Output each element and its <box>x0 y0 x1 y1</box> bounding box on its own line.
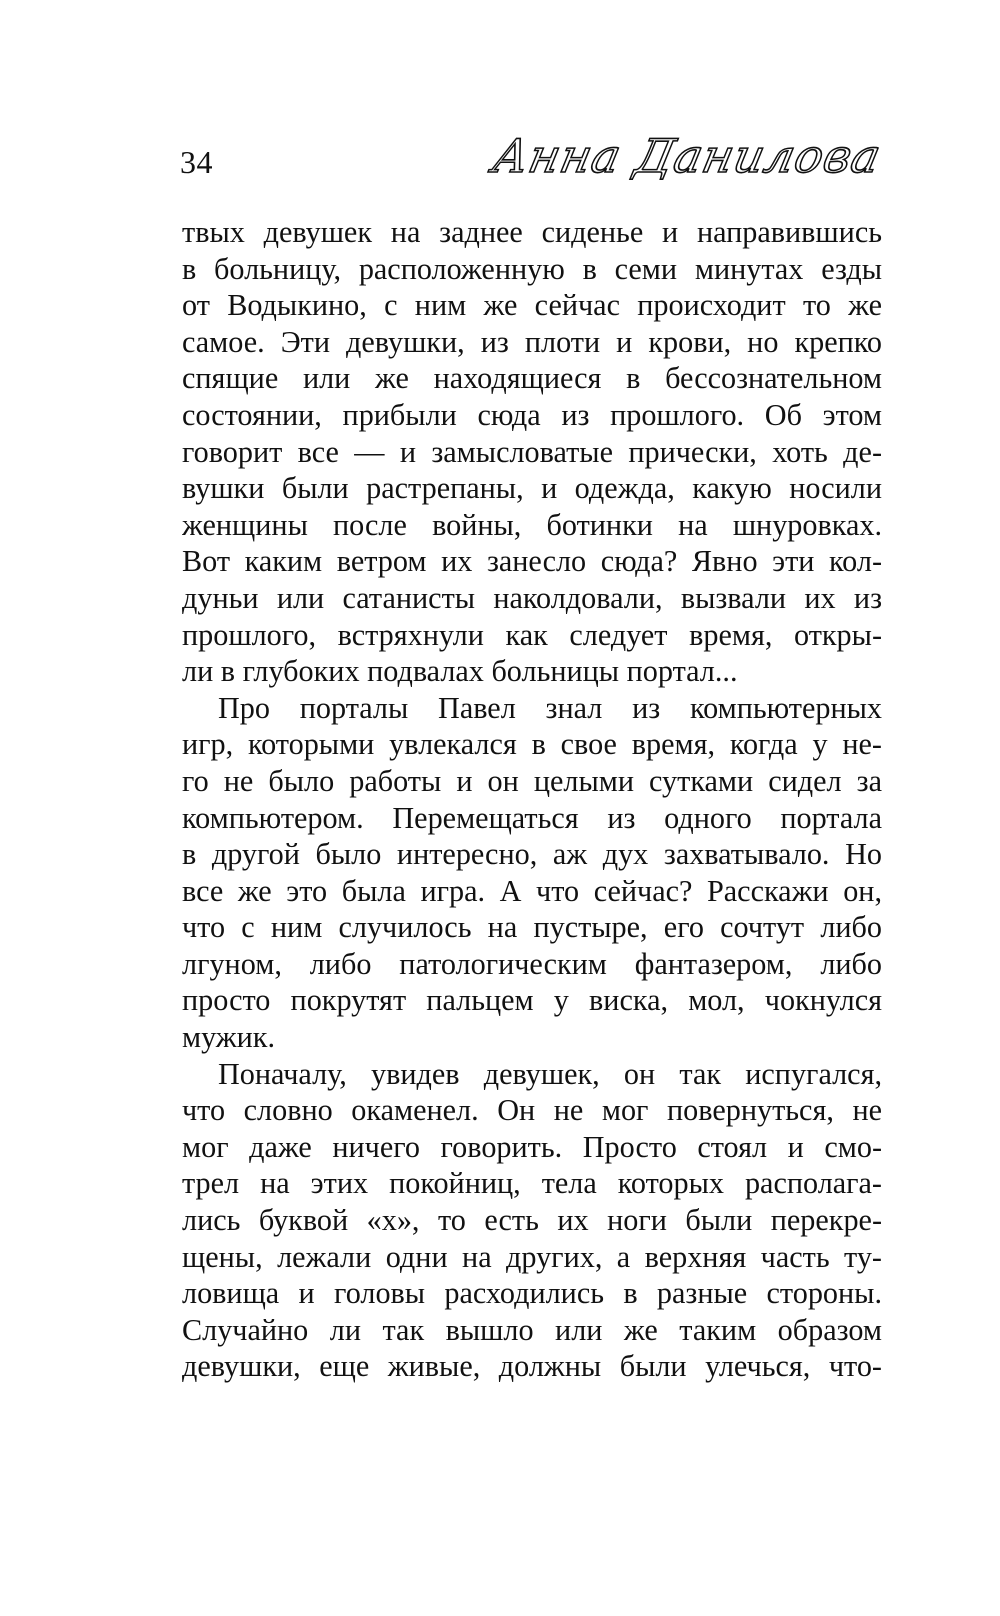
page-number: 34 <box>180 144 213 180</box>
text-line: прошлого, встряхнули как следует время, откры- <box>182 617 882 652</box>
text-line: состоянии, прибыли сюда из прошлого. Об этом <box>182 397 882 432</box>
text-line: ли в глубоких подвалах больницы портал... <box>182 654 738 689</box>
text-line: игр, которыми увлекался в свое время, когда у не- <box>182 727 882 762</box>
text-line: Случайно ли так вышло или же таким образом <box>182 1312 882 1347</box>
page-header <box>180 128 886 198</box>
text-line: го не было работы и он целыми сутками сидел за <box>182 763 882 798</box>
text-line: самое. Эти девушки, из плоти и крови, но крепко <box>182 324 882 359</box>
text-line: щены, лежали одни на других, а верхняя часть ту- <box>182 1239 882 1274</box>
text-line: Вот каким ветром их занесло сюда? Явно эти кол- <box>182 544 882 579</box>
paragraph-first-line: Поначалу, увидев девушек, он так испугался, <box>218 1056 882 1091</box>
text-line: говорит все — и замысловатые прически, хоть де- <box>182 434 882 469</box>
running-head-author: Анна Данилова <box>487 129 886 183</box>
text-line: лгуном, либо патологическим фантазером, либо <box>182 946 882 981</box>
text-line: в больницу, расположенную в семи минутах езды <box>182 251 882 286</box>
body-text <box>182 214 882 1385</box>
text-line: вушки были растрепаны, и одежда, какую носили <box>182 471 882 506</box>
text-line: в другой было интересно, аж дух захватывало. Но <box>182 837 882 872</box>
text-line: что словно окаменел. Он не мог повернуться, не <box>182 1093 882 1128</box>
text-line: от Водыкино, с ним же сейчас происходит то же <box>182 288 882 323</box>
text-line: компьютером. Перемещаться из одного портала <box>182 800 882 835</box>
text-line: спящие или же находящиеся в бессознательном <box>182 361 882 396</box>
text-line: трел на этих покойниц, тела которых располага- <box>182 1166 882 1201</box>
text-line: дуньи или сатанисты наколдовали, вызвали их из <box>182 580 882 615</box>
text-line: мужик. <box>182 1020 276 1055</box>
text-line: девушки, еще живые, должны были улечься, что- <box>182 1349 882 1384</box>
text-line: просто покрутят пальцем у виска, мол, чокнулся <box>182 983 882 1018</box>
text-line: что с ним случилось на пустыре, его сочтут либо <box>182 910 882 945</box>
text-line: ловища и головы расходились в разные стороны. <box>182 1276 882 1311</box>
text-line: лись буквой «х», то есть их ноги были перекре- <box>182 1203 882 1238</box>
text-line: женщины после войны, ботинки на шнуровках. <box>182 507 882 542</box>
text-line: все же это была игра. А что сейчас? Расскажи он, <box>182 873 882 908</box>
text-line: мог даже ничего говорить. Просто стоял и смо- <box>182 1129 882 1164</box>
paragraph-first-line: Про порталы Павел знал из компьютерных <box>218 690 882 725</box>
text-line: твых девушек на заднее сиденье и направившись <box>182 215 882 249</box>
